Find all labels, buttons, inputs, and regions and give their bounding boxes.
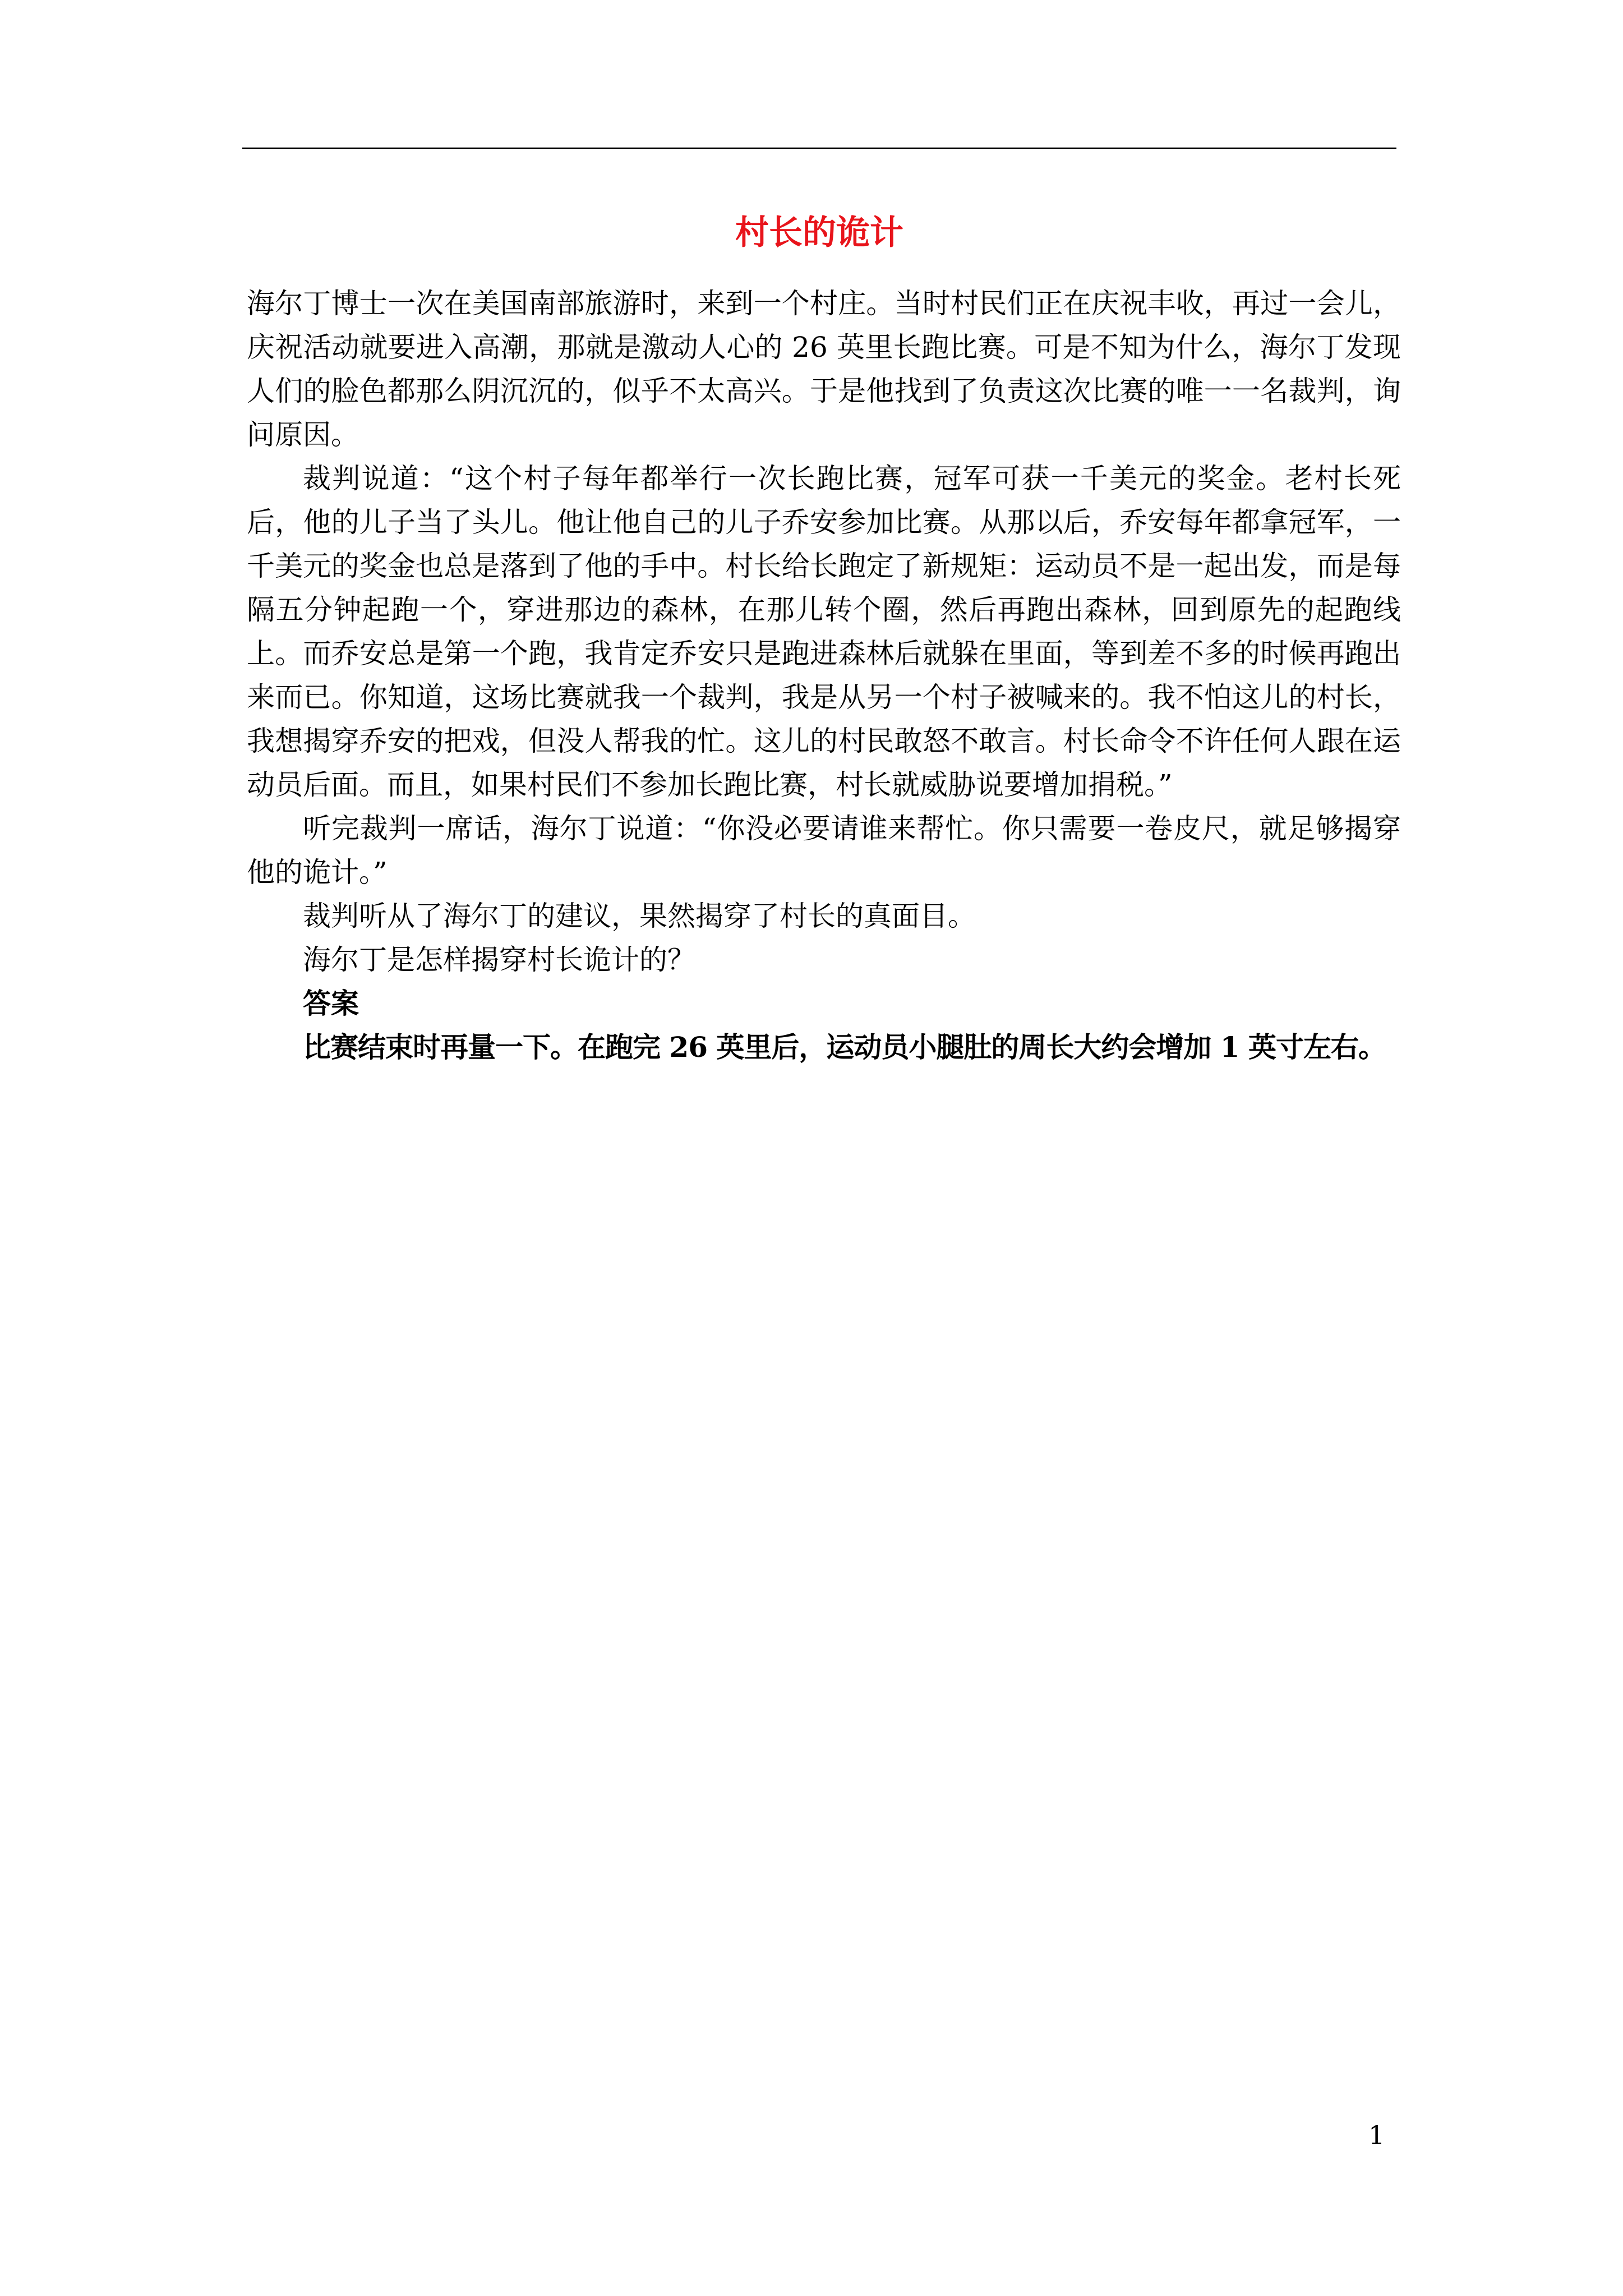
paragraph-referee-speech: 裁判说道：“这个村子每年都举行一次长跑比赛，冠军可获一千美元的奖金。老村长死后，他的儿子当了头儿。他让他自己的儿子乔安参加比赛。从那以后，乔安每年都拿冠军，一千美元的奖金也总是落到了他的手中。村长给长跑定了新规矩：运动员不是一起出发，而是每隔五分钟起跑一个，穿进那边的森林，在那儿转个圈，然后再跑出森林，回到原先的起跑线上。而乔安总是第一个跑，我肯定乔安只是跑进森林后就躲在里面，等到差不多的时候再跑出来而已。你知道，这场比赛就我一个裁判，我是从另一个村子被喊来的。我不怕这儿的村长，我想揭穿乔安的把戏，但没人帮我的忙。这儿的村民敢怒不敢言。村长命令不许任何人跟在运动员后面。而且，如果村民们不参加长跑比赛，村长就威胁说要增加捐税。”: [247, 462, 1401, 801]
page-number: 1: [1368, 2120, 1385, 2150]
answer-text: 比赛结束时再量一下。在跑完 26 英里后，运动员小腿肚的周长大约会增加 1 英寸左右。: [303, 1030, 1386, 1064]
paragraph-outcome: 裁判听从了海尔丁的建议，果然揭穿了村长的真面目。: [303, 900, 976, 932]
document-title: 村长的诡计: [735, 213, 903, 252]
paragraph-haierding-reply: 听完裁判一席话，海尔丁说道：“你没必要请谁来帮忙。你只需要一卷皮尺，就足够揭穿他的诡计。”: [247, 812, 1401, 889]
answer-label: 答案: [303, 987, 359, 1020]
question-text: 海尔丁是怎样揭穿村长诡计的？: [303, 944, 695, 976]
document-body: [247, 282, 1401, 1069]
header-rule: [242, 148, 1396, 149]
paragraph-intro: 海尔丁博士一次在美国南部旅游时，来到一个村庄。当时村民们正在庆祝丰收，再过一会儿，庆祝活动就要进入高潮，那就是激动人心的 26 英里长跑比赛。可是不知为什么，海尔丁发现人们的脸色都那么阴沉沉的，似乎不太高兴。于是他找到了负责这次比赛的唯一一名裁判，询问原因。: [247, 287, 1401, 451]
